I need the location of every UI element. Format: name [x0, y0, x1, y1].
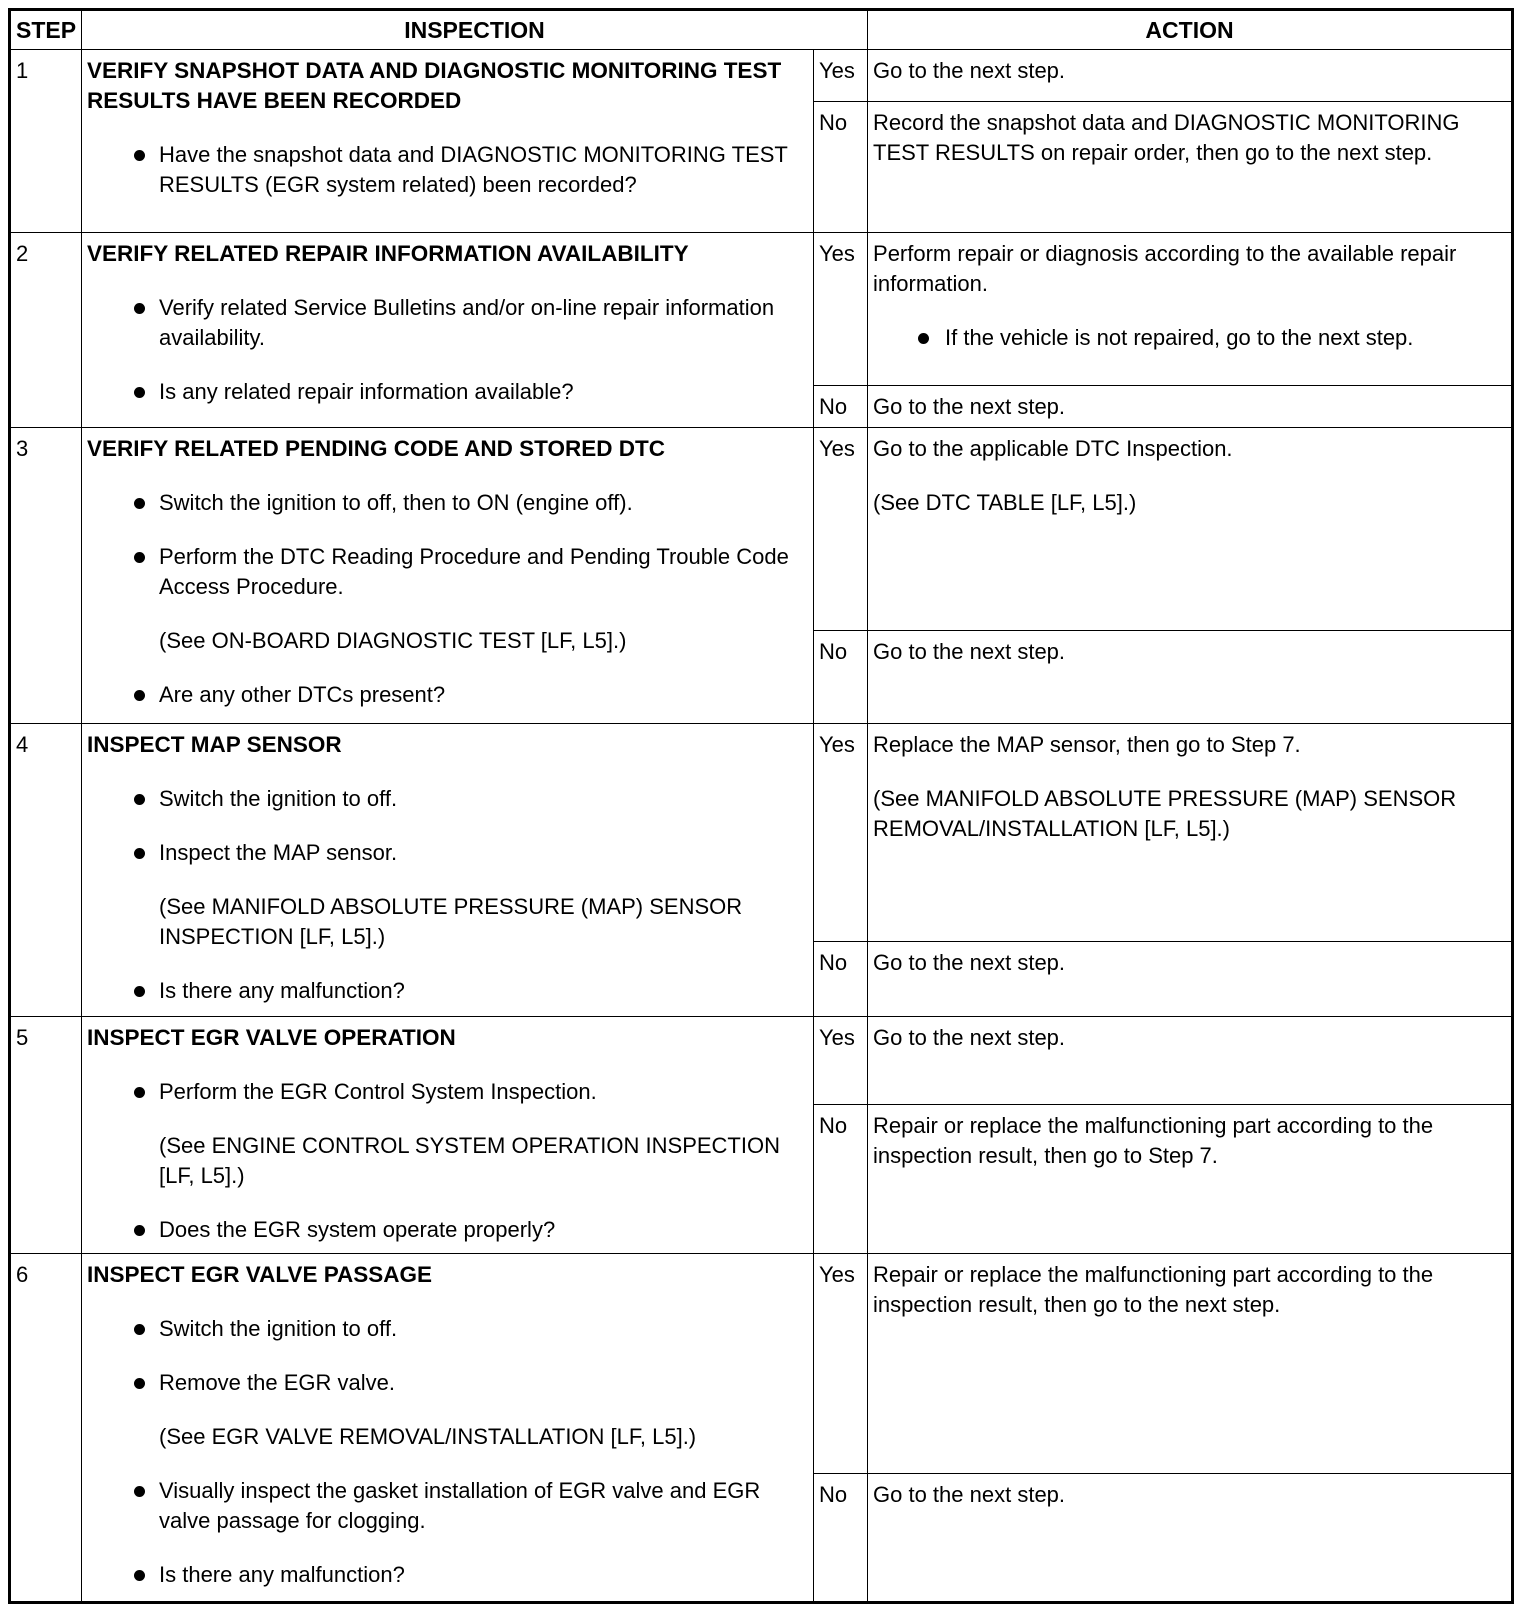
step-number: 6: [10, 1253, 82, 1602]
inspection-cell: [82, 233, 814, 428]
list-item: Is there any malfunction?: [87, 1560, 808, 1590]
action-no: Record the snapshot data and DIAGNOSTIC MONITORING TEST RESULTS on repair order, then go to the next step.: [868, 102, 1513, 233]
no-label: No: [814, 385, 868, 427]
reference-note: (See DTC TABLE [LF, L5].): [873, 490, 1137, 516]
table-row: [10, 428, 1513, 631]
reference-note: (See MANIFOLD ABSOLUTE PRESSURE (MAP) SENSOR REMOVAL/INSTALLATION [LF, L5].): [873, 785, 1457, 841]
list-item: Remove the EGR valve.: [87, 1368, 808, 1398]
action-text: Perform repair or diagnosis according to the available repair information.: [873, 241, 1457, 297]
no-label: No: [814, 1474, 868, 1603]
yes-label: Yes: [814, 1016, 868, 1105]
action-yes: [868, 233, 1513, 386]
action-no: Go to the next step.: [868, 942, 1513, 1016]
action-no: Go to the next step.: [868, 385, 1513, 427]
action-no: Go to the next step.: [868, 631, 1513, 724]
step-title: VERIFY RELATED PENDING CODE AND STORED DTC: [87, 436, 665, 462]
reference-note: (See EGR VALVE REMOVAL/INSTALLATION [LF, L5].): [159, 1423, 697, 1449]
yes-label: Yes: [814, 50, 868, 102]
table-row: [10, 233, 1513, 386]
list-item: Are any other DTCs present?: [87, 680, 808, 710]
list-item: Switch the ignition to off.: [87, 1314, 808, 1344]
yes-label: Yes: [814, 233, 868, 386]
action-text: Go to the applicable DTC Inspection.: [873, 436, 1233, 462]
inspection-cell: [82, 50, 814, 233]
list-item: Perform the DTC Reading Procedure and Pending Trouble Code Access Procedure.: [87, 542, 808, 602]
no-label: No: [814, 1105, 868, 1254]
step-number: 2: [10, 233, 82, 428]
action-yes: Go to the next step.: [868, 50, 1513, 102]
step-title: INSPECT EGR VALVE OPERATION: [87, 1024, 456, 1050]
action-yes: [868, 723, 1513, 941]
list-item: Switch the ignition to off, then to ON (engine off).: [87, 488, 808, 518]
reference-note: (See MANIFOLD ABSOLUTE PRESSURE (MAP) SENSOR INSPECTION [LF, L5].): [159, 893, 743, 949]
no-label: No: [814, 942, 868, 1016]
step-number: 3: [10, 428, 82, 724]
action-text: Replace the MAP sensor, then go to Step 7.: [873, 731, 1301, 757]
no-label: No: [814, 102, 868, 233]
step-title: VERIFY SNAPSHOT DATA AND DIAGNOSTIC MONITORING TEST RESULTS HAVE BEEN RECORDED: [87, 58, 782, 113]
reference-note: (See ON-BOARD DIAGNOSTIC TEST [LF, L5].): [159, 628, 627, 654]
list-item: Verify related Service Bulletins and/or on-line repair information availability.: [87, 293, 808, 353]
header-inspection: INSPECTION: [82, 10, 868, 50]
action-no: Go to the next step.: [868, 1474, 1513, 1603]
list-item: Is any related repair information available?: [87, 377, 808, 407]
list-item: Inspect the MAP sensor.: [87, 838, 808, 868]
list-item: If the vehicle is not repaired, go to the next step.: [873, 323, 1506, 353]
list-item: Have the snapshot data and DIAGNOSTIC MONITORING TEST RESULTS (EGR system related) been recorded?: [87, 140, 808, 200]
action-yes: Go to the next step.: [868, 1016, 1513, 1105]
list-item: Does the EGR system operate properly?: [87, 1215, 808, 1245]
header-action: ACTION: [868, 10, 1513, 50]
action-yes: [868, 428, 1513, 631]
yes-label: Yes: [814, 428, 868, 631]
no-label: No: [814, 631, 868, 724]
yes-label: Yes: [814, 723, 868, 941]
list-item: Visually inspect the gasket installation of EGR valve and EGR valve passage for clogging.: [87, 1476, 808, 1536]
table-row: [10, 723, 1513, 941]
list-item: Perform the EGR Control System Inspection.: [87, 1077, 808, 1107]
reference-note: (See ENGINE CONTROL SYSTEM OPERATION INSPECTION [LF, L5].): [159, 1132, 780, 1188]
step-number: 4: [10, 723, 82, 1016]
inspection-cell: [82, 1016, 814, 1253]
action-no: Repair or replace the malfunctioning part according to the inspection result, then go to Step 7.: [868, 1105, 1513, 1254]
list-item: Is there any malfunction?: [87, 976, 808, 1006]
step-title: INSPECT MAP SENSOR: [87, 731, 342, 757]
step-title: INSPECT EGR VALVE PASSAGE: [87, 1261, 433, 1287]
inspection-cell: [82, 723, 814, 1016]
inspection-cell: [82, 1253, 814, 1602]
yes-label: Yes: [814, 1253, 868, 1473]
inspection-cell: [82, 428, 814, 724]
header-step: STEP: [10, 10, 82, 50]
step-title: VERIFY RELATED REPAIR INFORMATION AVAILABILITY: [87, 241, 689, 267]
step-number: 1: [10, 50, 82, 233]
table-row: [10, 1253, 1513, 1473]
list-item: Switch the ignition to off.: [87, 784, 808, 814]
diagnostic-table: [8, 8, 1514, 1604]
table-row: [10, 1016, 1513, 1105]
step-number: 5: [10, 1016, 82, 1253]
table-row: [10, 50, 1513, 102]
action-yes: Repair or replace the malfunctioning part according to the inspection result, then go to the next step.: [868, 1253, 1513, 1473]
